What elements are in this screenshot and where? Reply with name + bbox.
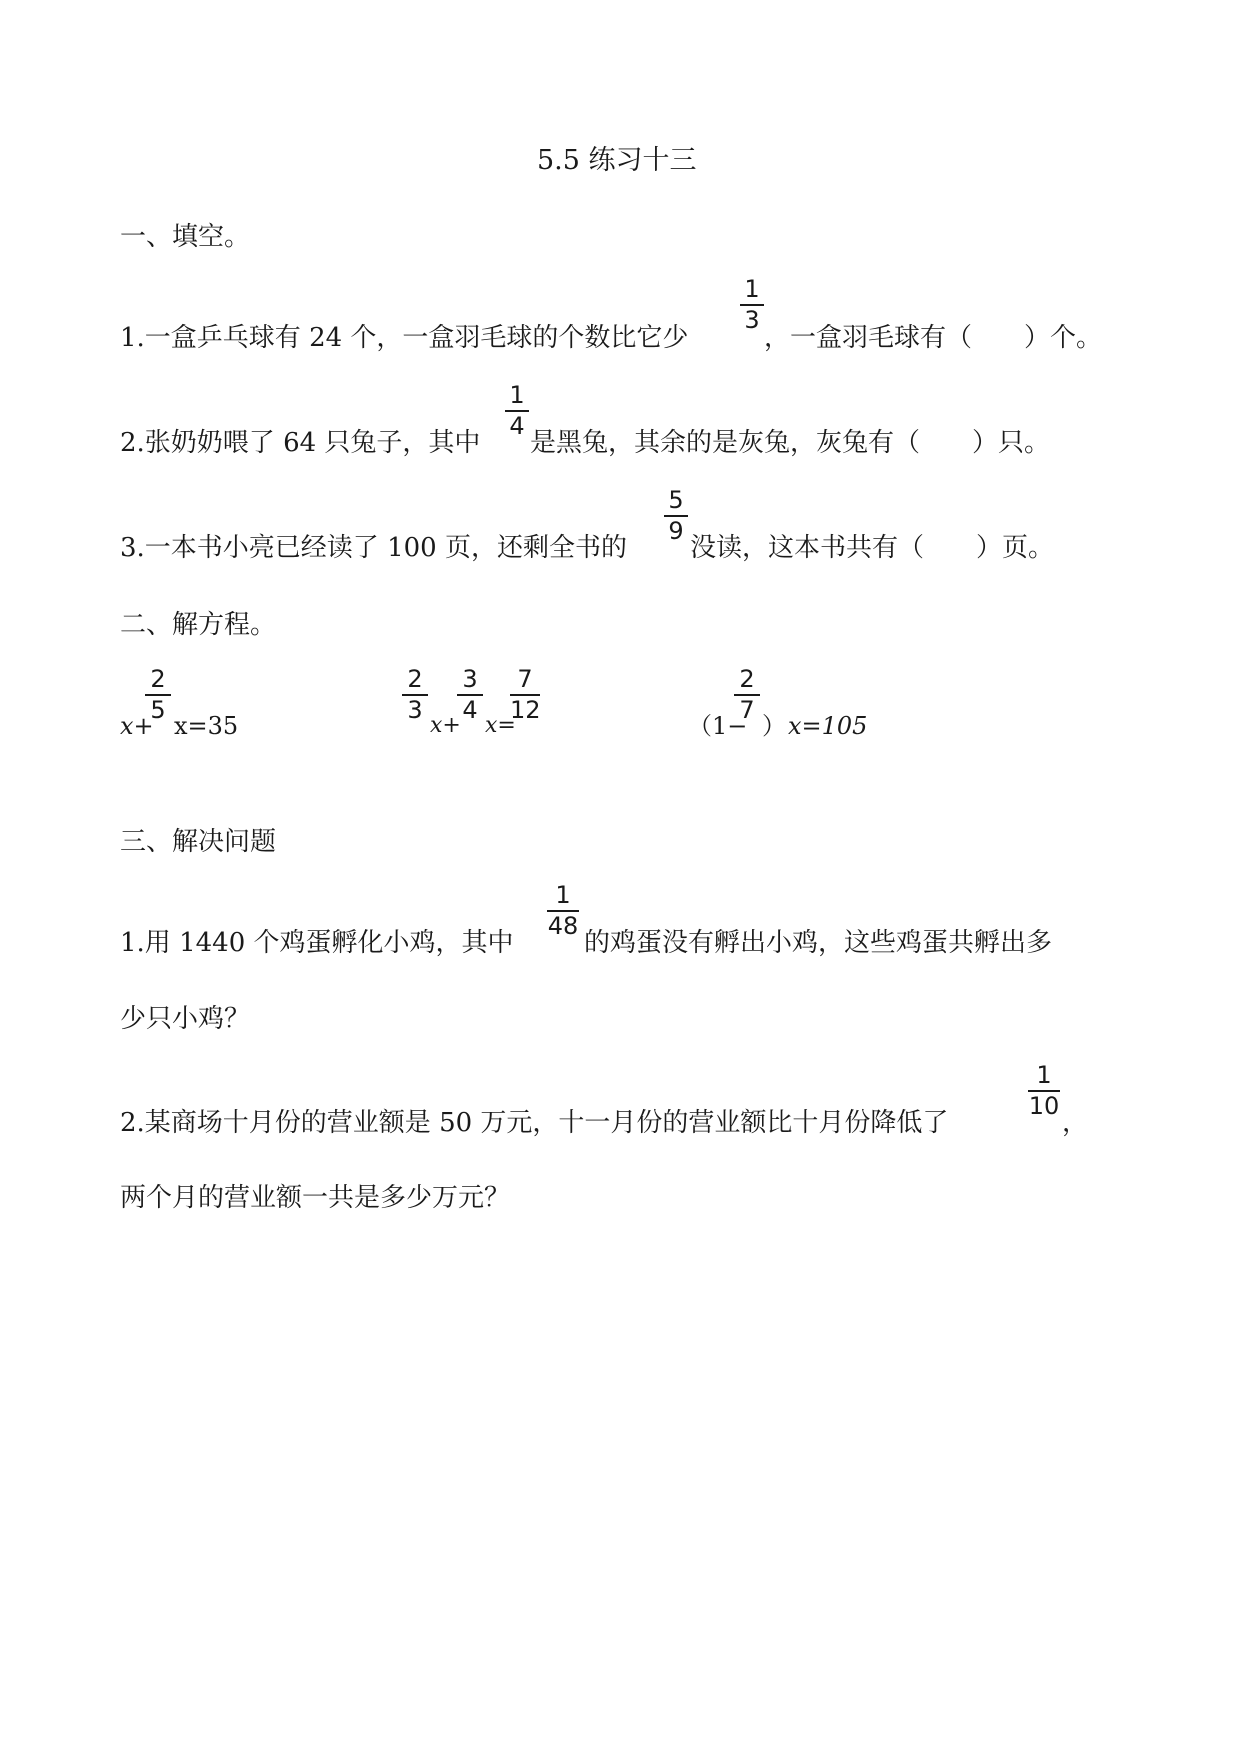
fraction (402, 666, 428, 723)
denominator: 12 (510, 696, 541, 724)
question-text: ，一盒羽毛球有（ ）个。 (764, 323, 1103, 353)
denominator: 9 (668, 517, 684, 545)
numerator: 1 (1036, 1061, 1052, 1089)
fraction (664, 487, 688, 544)
question-text: 2.张奶奶喂了 64 只兔子，其中 (120, 428, 481, 458)
equation-text: x=35 (174, 712, 239, 740)
equation-text: x+ (430, 713, 461, 738)
fraction (505, 382, 529, 439)
question-text: 是黑兔，其余的是灰兔，灰兔有（ ）只。 (530, 428, 1051, 458)
equation-text: x=105 (788, 712, 868, 740)
numerator: 1 (509, 381, 525, 409)
fraction (457, 666, 483, 723)
numerator: 2 (150, 665, 166, 693)
denominator: 7 (739, 696, 755, 724)
numerator: 5 (668, 486, 684, 514)
denominator: 10 (1028, 1092, 1060, 1120)
equation-text: ） (762, 712, 786, 740)
problem-text: 少只小鸡？ (120, 1004, 251, 1034)
problem-text: 两个月的营业额一共是多少万元？ (120, 1183, 511, 1213)
fraction (510, 666, 540, 723)
fraction (145, 666, 171, 723)
problem-text: 2.某商场十月份的营业额是 50 万元，十一月份的营业额比十月份降低了 (120, 1108, 949, 1138)
fraction (1028, 1062, 1060, 1119)
question-text: 3.一本书小亮已经读了 100 页，还剩全书的 (120, 533, 627, 563)
denominator: 3 (744, 306, 760, 334)
denominator: 5 (150, 696, 166, 724)
denominator: 48 (547, 912, 579, 940)
problem-text: 的鸡蛋没有孵出小鸡，这些鸡蛋共孵出多 (584, 928, 1053, 958)
fraction (547, 882, 579, 939)
equation-text: x= (485, 713, 516, 738)
page-title: 5.5 练习十三 (537, 145, 697, 176)
numerator: 3 (462, 665, 478, 693)
denominator: 4 (462, 696, 478, 724)
fraction (734, 666, 760, 723)
numerator: 7 (517, 665, 533, 693)
numerator: 2 (739, 665, 755, 693)
fraction (740, 276, 764, 333)
problem-text: ， (1062, 1108, 1089, 1138)
numerator: 1 (744, 275, 760, 303)
equation-text: x+ (120, 712, 154, 740)
equation-text: （1− (688, 712, 748, 740)
numerator: 1 (555, 881, 571, 909)
section1-heading: 一、填空。 (120, 222, 251, 252)
problem-text: 1.用 1440 个鸡蛋孵化小鸡，其中 (120, 928, 514, 958)
section3-heading: 三、解决问题 (120, 827, 277, 857)
section2-heading: 二、解方程。 (120, 610, 277, 640)
denominator: 3 (407, 696, 423, 724)
question-text: 没读，这本书共有（ ）页。 (690, 533, 1055, 563)
denominator: 4 (509, 412, 525, 440)
question-text: 1.一盒乒乓球有 24 个，一盒羽毛球的个数比它少 (120, 323, 689, 353)
numerator: 2 (407, 665, 423, 693)
